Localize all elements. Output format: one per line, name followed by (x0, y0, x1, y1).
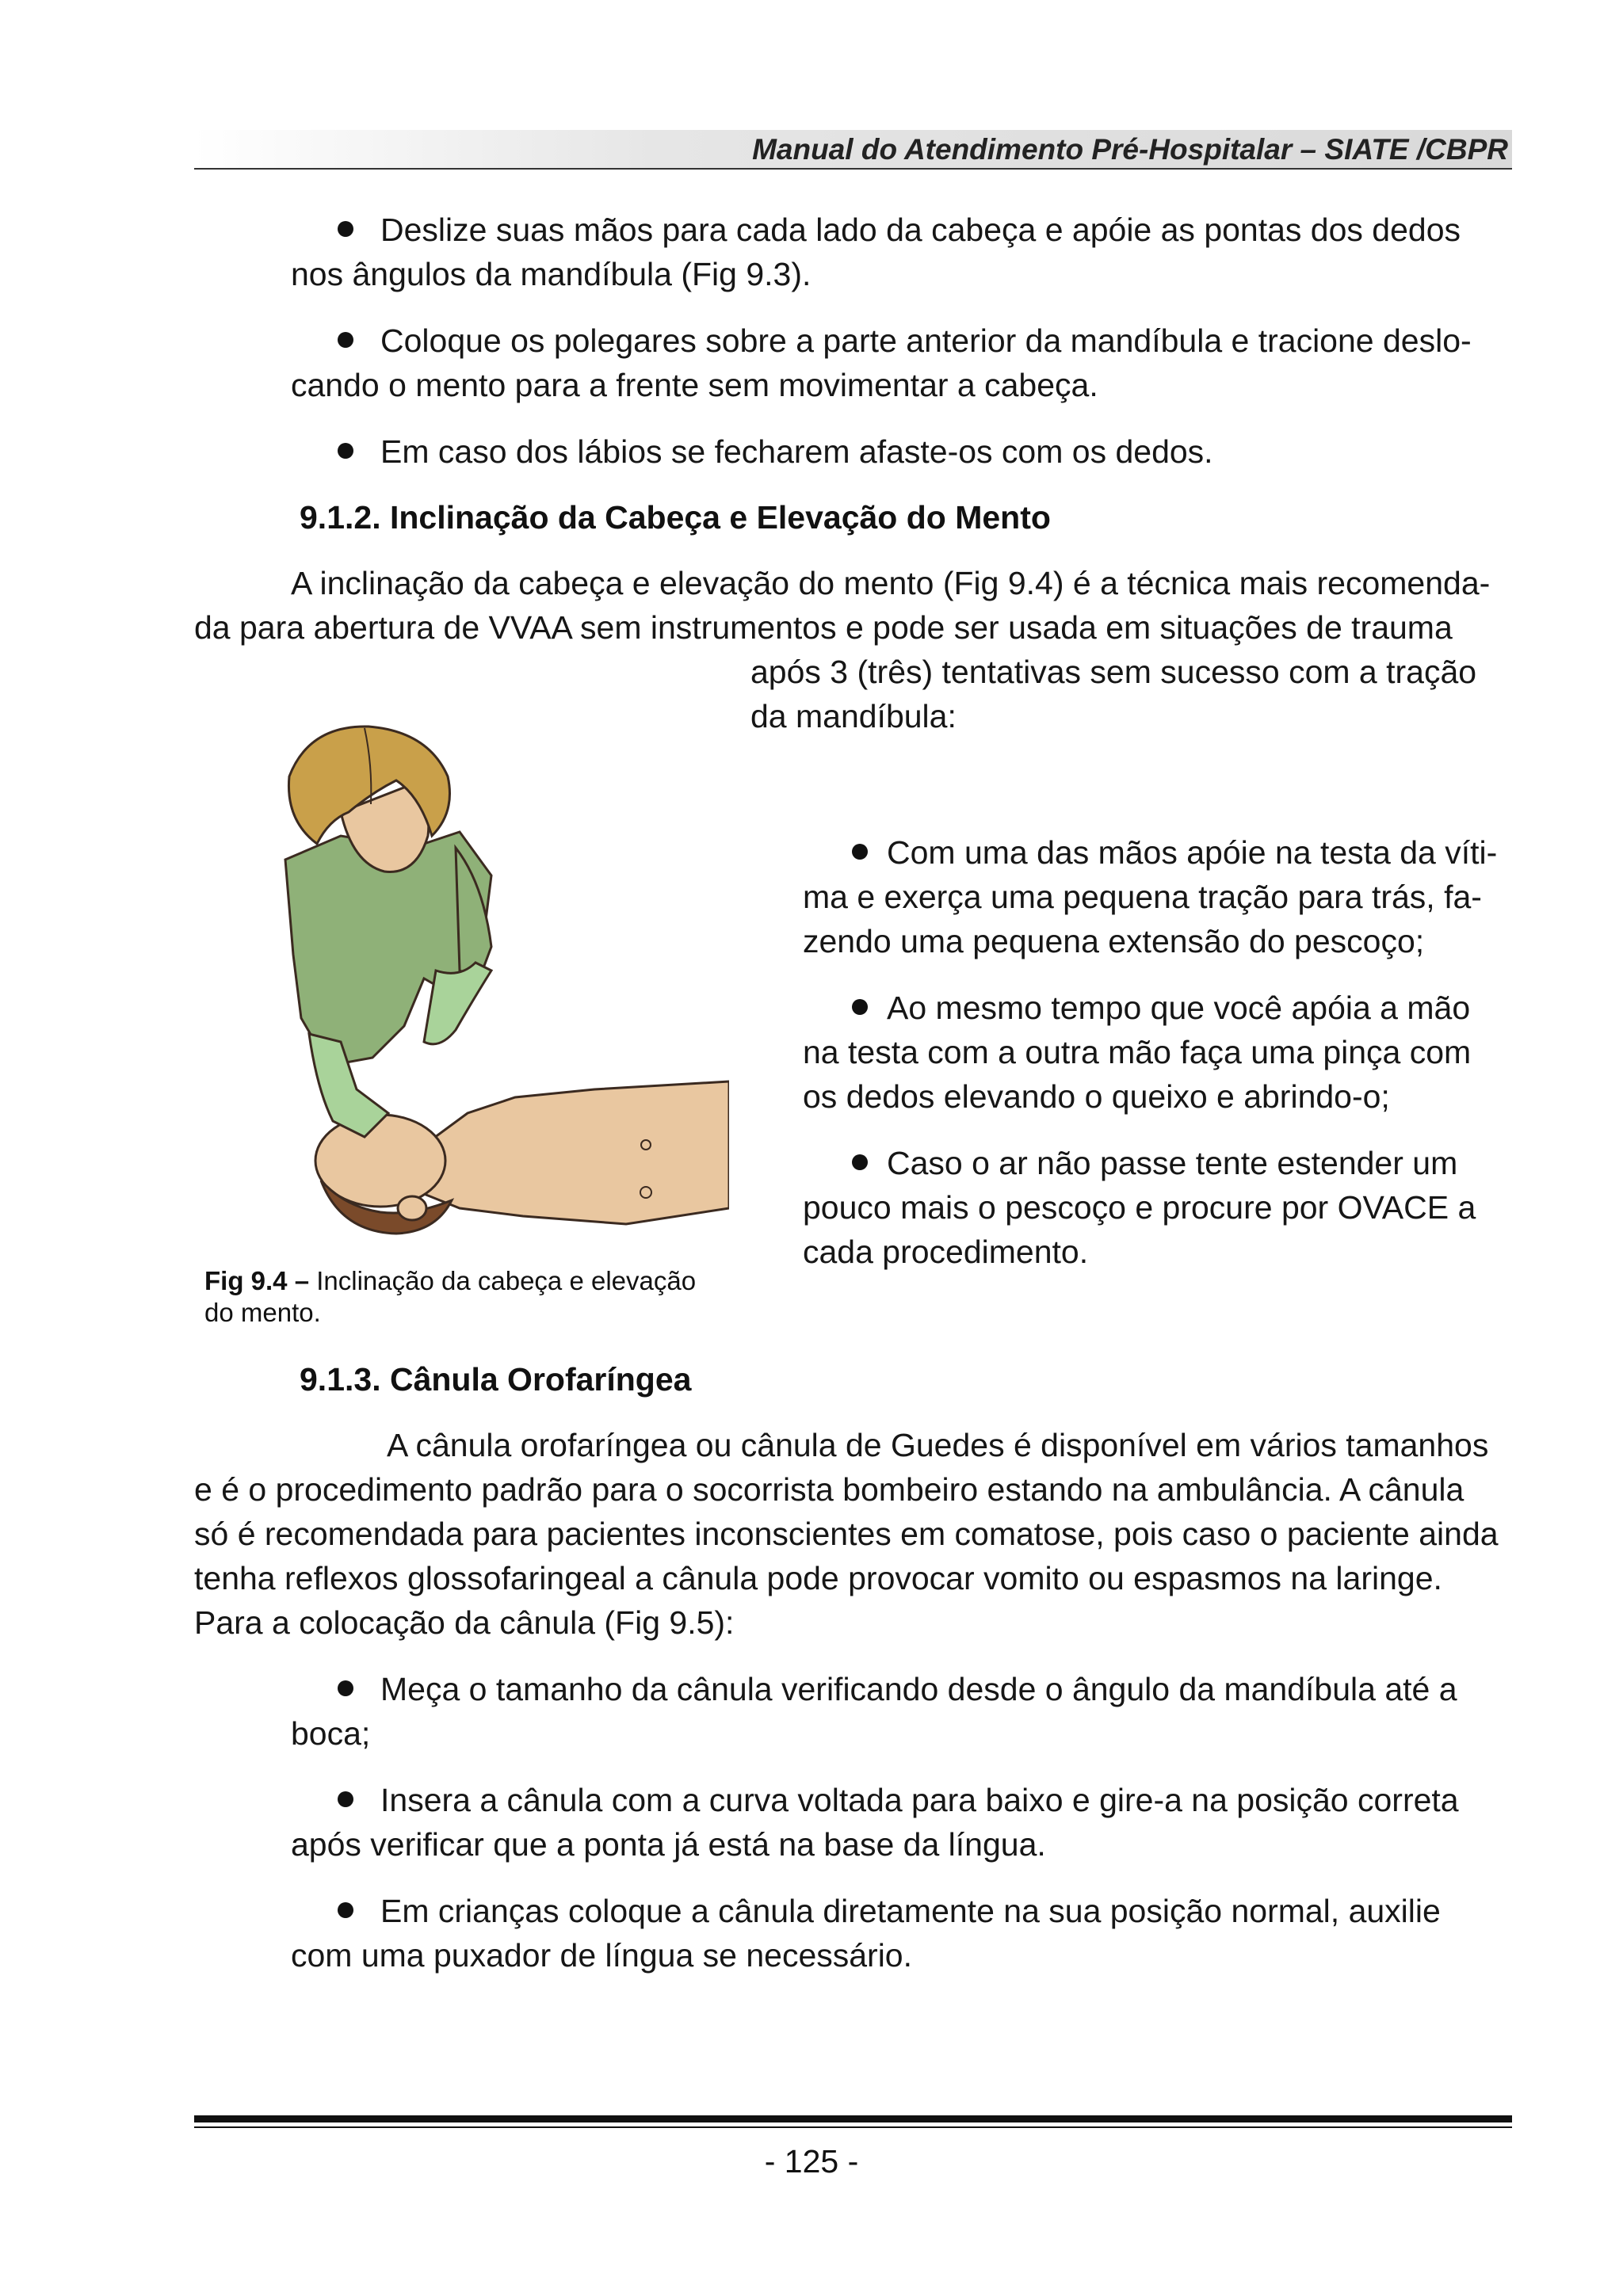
bullet-dot-icon (852, 844, 868, 860)
page-number: - 125 - (764, 2143, 859, 2180)
section-heading-912: 9.1.2. Inclinação da Cabeça e Elevação do Mento (300, 499, 1051, 536)
bullet-item: Com uma das mãos apóie na testa da víti- ma e exerça uma pequena tração para trás, fa- zendo uma pequena extensão do pescoço; (803, 834, 1498, 959)
rescuer-illustration-icon (254, 717, 729, 1264)
footer-rule (194, 2115, 1512, 2122)
intro-paragraph-continuation: após 3 (três) tentativas sem sucesso com a tração da mandíbula: (750, 654, 1477, 734)
bullet-dot-icon (338, 1902, 353, 1918)
figure-caption: Fig 9.4 – Inclinação da cabeça e elevação do mento. (204, 1266, 697, 1327)
bullet-item: Em caso dos lábios se fecharem afaste-os com os dedos. (291, 429, 1512, 474)
footer-rule-thin (194, 2126, 1512, 2128)
bullet-dot-icon (852, 999, 868, 1015)
bullet-item: Coloque os polegares sobre a parte anterior da mandíbula e tracione deslo- cando o mento para a frente sem movimentar a cabeça. (291, 322, 1472, 403)
canula-paragraph: A cânula orofaríngea ou cânula de Guedes é disponível em vários tamanhos e é o procedimento padrão para o socorrista bombeiro estando na ambulância. A cânula só é recomendada para pacientes inconscientes em comatose, pois caso o paciente ainda tenha reflexos glossofaringeal a cânula pode provocar vomito ou espasmos na laringe. Para a colocação da cânula (Fig 9.5): (194, 1427, 1499, 1641)
bullet-item: Em crianças coloque a cânula diretamente na sua posição normal, auxilie com uma puxador de língua se necessário. (291, 1893, 1441, 1974)
figure-head-tilt-chin-lift (254, 717, 729, 1264)
bullet-dot-icon (338, 443, 353, 459)
bullet-item: Deslize suas mãos para cada lado da cabeça e apóie as pontas dos dedos nos ângulos da mandíbula (Fig 9.3). (291, 212, 1461, 292)
bullet-dot-icon (338, 221, 353, 237)
bullet-item: Insera a cânula com a curva voltada para baixo e gire-a na posição correta após verificar que a ponta já está na base da língua. (291, 1782, 1459, 1863)
bullet-dot-icon (338, 332, 353, 348)
bullet-dot-icon (338, 1680, 353, 1696)
intro-paragraph: A inclinação da cabeça e elevação do mento (Fig 9.4) é a técnica mais recomenda- da para abertura de VVAA sem instrumentos e pode ser usada em situações de trauma (194, 565, 1491, 646)
bullet-item: Meça o tamanho da cânula verificando desde o ângulo da mandíbula até a boca; (291, 1671, 1457, 1752)
bullet-item: Ao mesmo tempo que você apóia a mão na testa com a outra mão faça uma pinça com os dedos elevando o queixo e abrindo-o; (803, 990, 1472, 1115)
bullet-dot-icon (852, 1154, 868, 1170)
section-heading-913: 9.1.3. Cânula Orofaríngea (300, 1361, 692, 1398)
bullet-item: Caso o ar não passe tente estender um pouco mais o pescoço e procure por OVACE a cada procedimento. (803, 1145, 1476, 1270)
header-title: Manual do Atendimento Pré-Hospitalar – SIATE /CBPR (752, 133, 1508, 166)
figure-label: Fig 9.4 – (204, 1266, 310, 1295)
bullet-dot-icon (338, 1791, 353, 1807)
